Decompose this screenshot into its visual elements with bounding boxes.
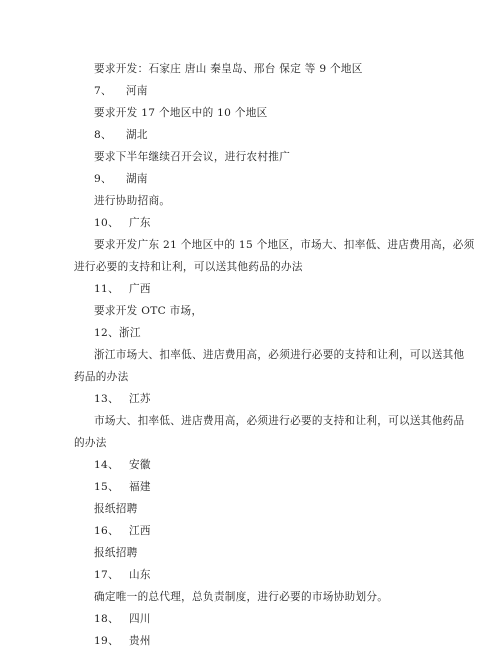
- section-title: 江西: [128, 525, 151, 537]
- section-heading-guizhou: [74, 630, 434, 652]
- body-line-jiangsu: 市场大、扣率低、进店费用高，必须进行必要的支持和让利，可以送其他药品: [94, 415, 465, 427]
- section-title: 江苏: [128, 393, 151, 405]
- section-number: 13、: [94, 393, 119, 405]
- section-title: 四川: [128, 613, 151, 625]
- section-number: 10、: [94, 217, 119, 229]
- section-heading-jiangsu: [74, 388, 434, 410]
- body-line-jiangsu-cont: 的办法: [74, 437, 107, 449]
- section-number: 7、: [94, 85, 112, 97]
- section-title: 安徽: [128, 459, 151, 471]
- section-heading-hunan: [74, 168, 434, 190]
- section-number: 17、: [94, 569, 119, 581]
- section-heading-anhui: [74, 454, 434, 476]
- section-number: 12、: [94, 327, 119, 339]
- section-number: 19、: [94, 635, 119, 647]
- section-title: 广西: [128, 283, 151, 295]
- body-line-guangdong-cont: 进行必要的支持和让利，可以送其他药品的办法: [74, 261, 303, 273]
- body-line-fujian: 报纸招聘: [94, 503, 138, 515]
- section-heading-sichuan: [74, 608, 434, 630]
- section-title: 广东: [128, 217, 151, 229]
- section-heading-hubei: [74, 124, 434, 146]
- body-line-jiangxi: 报纸招聘: [94, 547, 138, 559]
- section-heading-shandong: [74, 564, 434, 586]
- body-line-hubei: 要求下半年继续召开会议，进行农村推广: [94, 151, 291, 163]
- section-heading-jiangxi: [74, 520, 434, 542]
- body-line-shandong: 确定唯一的总代理，总负责制度，进行必要的市场协助划分。: [94, 591, 389, 603]
- section-number: 8、: [94, 129, 112, 141]
- body-line-henan: 要求开发 17 个地区中的 10 个地区: [94, 107, 268, 119]
- section-heading-guangxi: [74, 278, 434, 300]
- section-title: 湖南: [126, 173, 148, 185]
- section-number: 15、: [94, 481, 119, 493]
- section-number: 9、: [94, 173, 112, 185]
- section-title: 湖北: [126, 129, 148, 141]
- body-line-zhejiang-cont: 药品的办法: [74, 371, 129, 383]
- section-number: 18、: [94, 613, 119, 625]
- body-line-zhejiang: 浙江市场大、扣率低、进店费用高，必须进行必要的支持和让利，可以送其他: [94, 349, 465, 361]
- section-number: 16、: [94, 525, 119, 537]
- section-number: 11、: [94, 283, 119, 295]
- section-title: 浙江: [118, 327, 141, 339]
- section-number: 14、: [94, 459, 119, 471]
- section-heading-zhejiang: [74, 322, 434, 344]
- section-heading-henan: [74, 80, 434, 102]
- body-line-hebei-regions: 要求开发：石家庄 唐山 秦皇岛、邢台 保定 等 9 个地区: [94, 63, 363, 75]
- section-heading-guangdong: [74, 212, 434, 234]
- section-title: 山东: [128, 569, 151, 581]
- section-title: 贵州: [128, 635, 151, 647]
- body-line-hunan: 进行协助招商。: [94, 195, 171, 207]
- document-body: [74, 58, 475, 652]
- body-line-guangxi: 要求开发 OTC 市场，: [94, 305, 203, 317]
- section-title: 福建: [128, 481, 151, 493]
- section-title: 河南: [126, 85, 148, 97]
- body-line-guangdong: 要求开发广东 21 个地区中的 15 个地区，市场大、扣率低、进店费用高，必须: [94, 239, 475, 251]
- section-heading-fujian: [74, 476, 434, 498]
